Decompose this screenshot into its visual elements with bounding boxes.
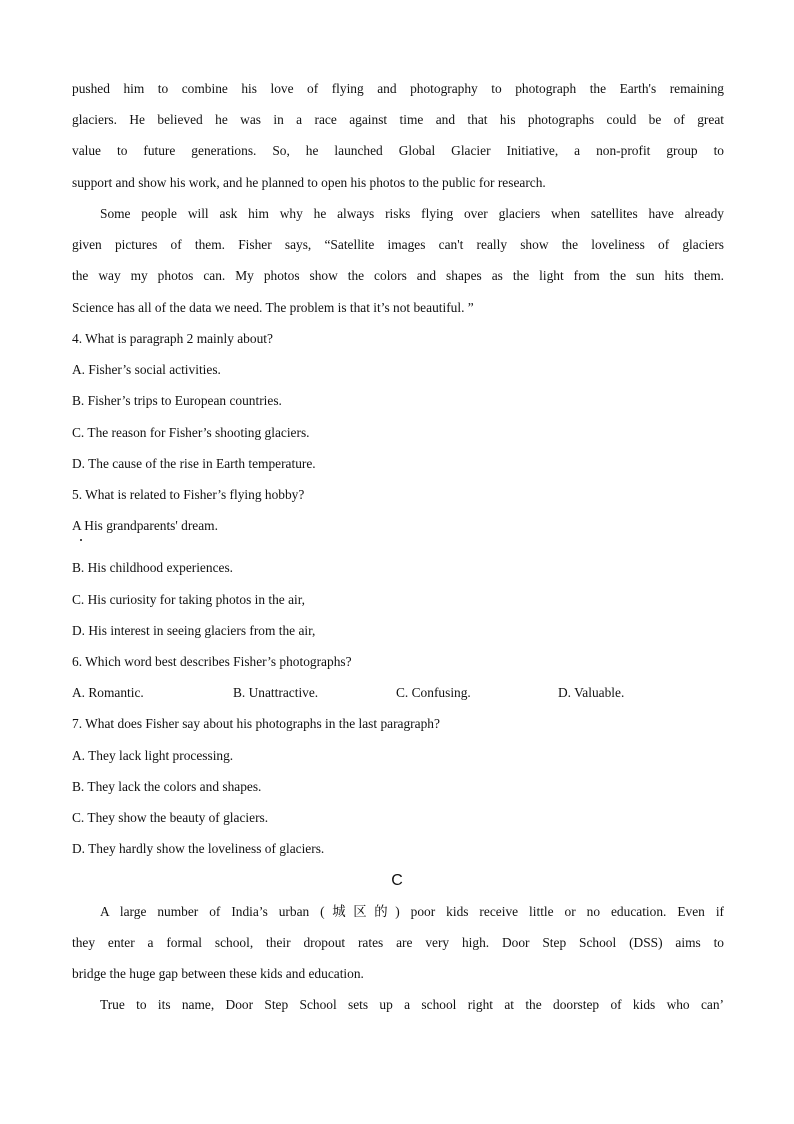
question-4-option-d: D. The cause of the rise in Earth temperature. xyxy=(72,456,316,471)
passage-b-p2-line: Science has all of the data we need. The problem is that it’s not beautiful. ” xyxy=(72,300,474,315)
passage-c-p1-line: A large number of India’s urban (城区的) poor kids receive little or no education. Even if xyxy=(100,904,724,919)
passage-b-p1-line: support and show his work, and he planned to open his photos to the public for research. xyxy=(72,175,546,190)
question-7-option-a: A. They lack light processing. xyxy=(72,748,234,763)
question-5-option-c: C. His curiosity for taking photos in the air, xyxy=(72,592,306,607)
passage-b-p2-line: the way my photos can. My photos show the colors and shapes as the light from the sun hits them. xyxy=(72,268,724,283)
question-7-option-d: D. They hardly show the loveliness of glaciers. xyxy=(72,841,325,856)
question-6-options xyxy=(72,683,724,703)
question-6-option-a: A. Romantic. xyxy=(72,685,144,700)
question-7-option-b: B. They lack the colors and shapes. xyxy=(72,779,262,794)
question-6-option-d: D. Valuable. xyxy=(558,685,625,700)
question-7-stem: 7. What does Fisher say about his photographs in the last paragraph? xyxy=(72,716,440,731)
question-4-option-a: A. Fisher’s social activities. xyxy=(72,362,221,377)
question-4-option-c: C. The reason for Fisher’s shooting glaciers. xyxy=(72,425,310,440)
passage-c-p1-line: they enter a formal school, their dropout rates are very high. Door Step School (DSS) aims to xyxy=(72,935,724,950)
question-6-option-c: C. Confusing. xyxy=(396,685,471,700)
question-4-stem: 4. What is paragraph 2 mainly about? xyxy=(72,331,273,346)
question-6-stem: 6. Which word best describes Fisher’s photographs? xyxy=(72,654,352,669)
question-5-option-a: A His grandparents' dream. xyxy=(72,518,218,533)
question-7-option-c: C. They show the beauty of glaciers. xyxy=(72,810,269,825)
passage-b-p2-line: Some people will ask him why he always risks flying over glaciers when satellites have already xyxy=(100,206,724,221)
passage-b-p2-line: given pictures of them. Fisher says, “Satellite images can't really show the loveliness of glaciers xyxy=(72,237,724,252)
passage-b-p1-line: glaciers. He believed he was in a race against time and that his photographs could be of great xyxy=(72,112,724,127)
passage-c-p2-line: True to its name, Door Step School sets up a school right at the doorstep of kids who can’ xyxy=(100,997,724,1012)
passage-b-p1-line: pushed him to combine his love of flying and photography to photograph the Earth's remaining xyxy=(72,81,724,96)
question-5-option-b: B. His childhood experiences. xyxy=(72,560,234,575)
stray-dot-mark xyxy=(80,539,82,541)
question-5-stem: 5. What is related to Fisher’s flying hobby? xyxy=(72,487,305,502)
question-5-option-d: D. His interest in seeing glaciers from the air, xyxy=(72,623,316,638)
question-6-option-b: B. Unattractive. xyxy=(233,685,319,700)
passage-c-title: C xyxy=(391,872,403,889)
question-4-option-b: B. Fisher’s trips to European countries. xyxy=(72,393,282,408)
passage-c-p1-line: bridge the huge gap between these kids and education. xyxy=(72,966,364,981)
passage-b-p1-line: value to future generations. So, he launched Global Glacier Initiative, a non-profit group to xyxy=(72,143,724,158)
